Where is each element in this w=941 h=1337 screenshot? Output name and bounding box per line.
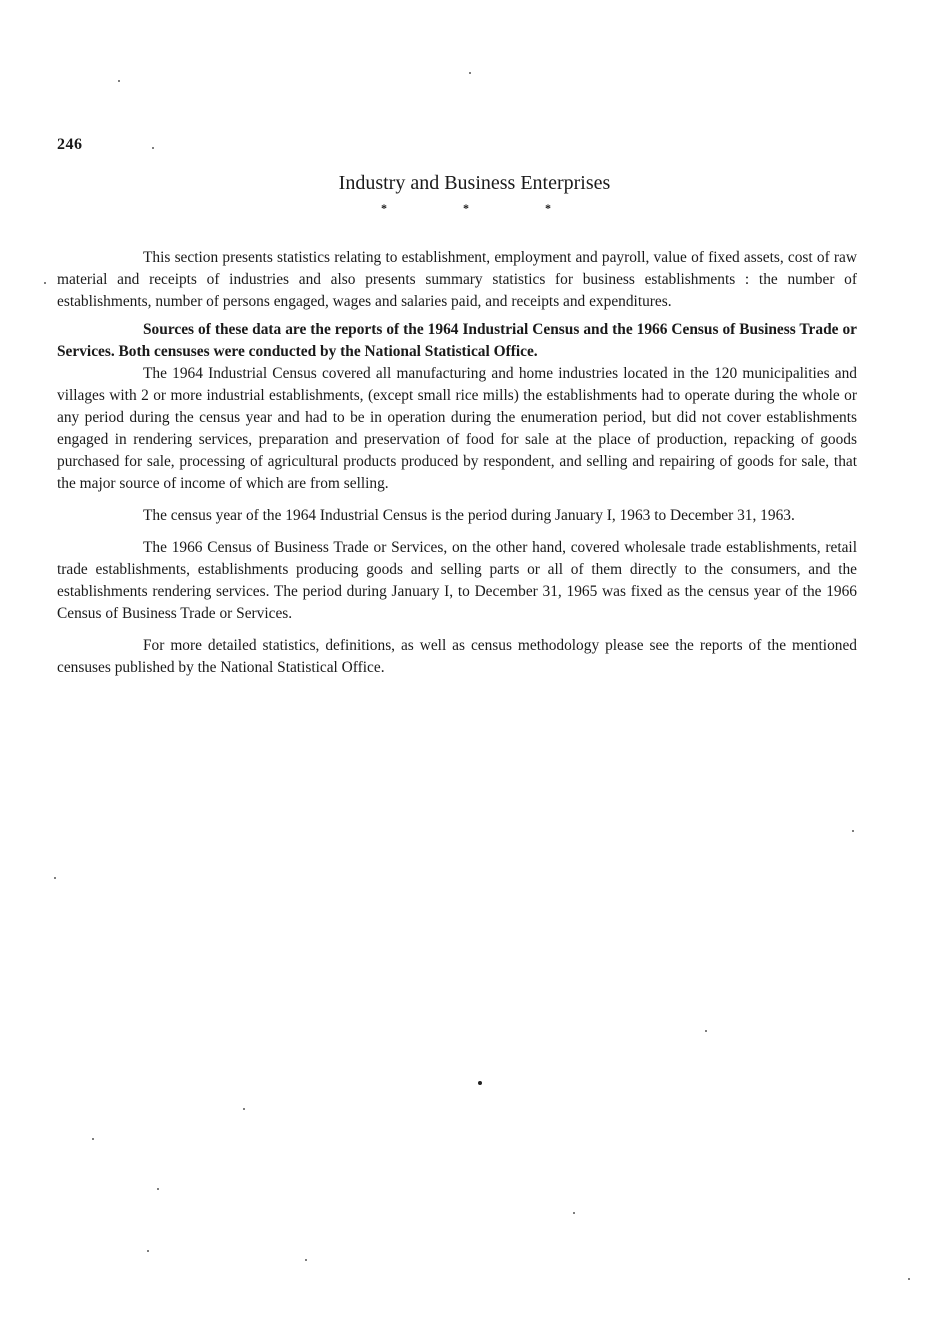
scan-speck <box>118 80 120 82</box>
scan-speck <box>305 1259 307 1261</box>
page-title: Industry and Business Enterprises <box>338 172 611 194</box>
scan-speck <box>852 830 854 832</box>
paragraph-intro: This section presents statistics relating to establishment, employment and payroll, value of fixed assets, cost of raw material and receipts of industries and also presents summary statistics for business establishments : the number of establishments, number of persons engaged, wages and salaries paid, and receipts and expenditures. <box>57 249 857 310</box>
separator-star: * <box>545 201 551 215</box>
scan-speck <box>44 282 46 284</box>
separator-star: * <box>463 201 469 215</box>
scan-speck <box>908 1278 910 1280</box>
paragraph-industrial-census: The 1964 Industrial Census covered all manufacturing and home industries located in the 120 municipalities and villages with 2 or more industrial establishments, (except small rice mills) the establishments had to operate during the whole or any period during the census year and had to be in operation during the enumeration period, but did not cover establishments engaged in rendering services, preparation and preservation of food for sale at the place of production, repacking of goods purchased for sale, processing of agricultural products produced by respondent, and selling and repairing of goods for sale, that the major source of income of which are from selling. <box>57 365 857 492</box>
scan-speck <box>92 1138 94 1140</box>
scan-speck <box>478 1081 482 1085</box>
page-number: 246 <box>57 136 83 153</box>
scan-speck <box>573 1212 575 1214</box>
section-separator <box>381 201 551 216</box>
scan-speck <box>243 1108 245 1110</box>
paragraph-business-census: The 1966 Census of Business Trade or Services, on the other hand, covered wholesale trade establishments, retail trade establishments, establishments producing goods and selling parts or all of them directly to the consumers, and the establishments rendering services. The period during January I, to December 31, 1965 was fixed as the census year of the 1966 Census of Business Trade or Services. <box>57 539 857 622</box>
scan-speck <box>152 147 154 149</box>
paragraph-sources: Sources of these data are the reports of the 1964 Industrial Census and the 1966 Census of Business Trade or Services. Both censuses were conducted by the National Statistical Office. <box>57 321 857 360</box>
scan-speck <box>157 1188 159 1190</box>
body-text <box>57 247 857 679</box>
paragraph-more-statistics: For more detailed statistics, definitions, as well as census methodology please see the reports of the mentioned censuses published by the National Statistical Office. <box>57 637 857 676</box>
paragraph-census-year: The census year of the 1964 Industrial Census is the period during January I, 1963 to December 31, 1963. <box>143 507 795 524</box>
scan-speck <box>147 1250 149 1252</box>
scan-speck <box>705 1030 707 1032</box>
scan-speck <box>54 877 56 879</box>
separator-star: * <box>381 201 387 215</box>
scan-speck <box>469 72 471 74</box>
